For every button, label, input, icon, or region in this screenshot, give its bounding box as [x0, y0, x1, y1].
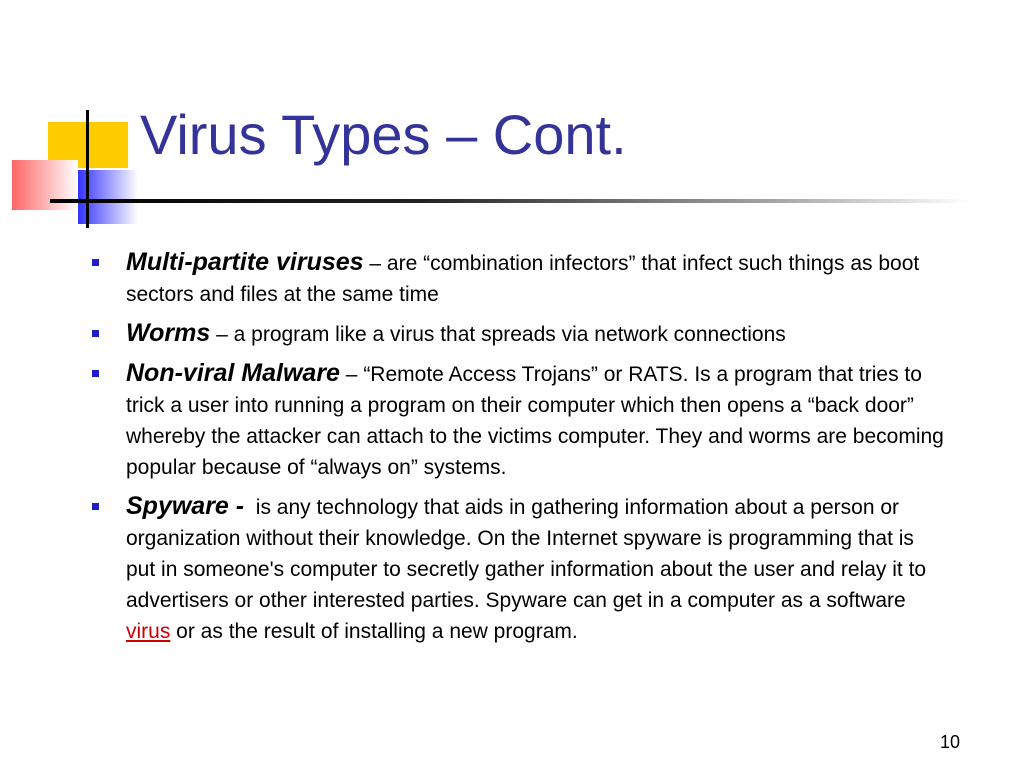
- page-number: 10: [939, 732, 960, 752]
- bullet-separator: –: [339, 363, 364, 386]
- bullet-text: “Remote Access Trojans” or RATS. Is a program that tries to trick a user into running a program on their computer which then opens a “back door” whereby the attacker can attach to the victims computer. They and worms are becoming popular because of “always on” systems.: [126, 363, 944, 479]
- slide-title: Virus Types – Cont.: [140, 103, 627, 166]
- bullet-term: Spyware -: [126, 492, 245, 520]
- square-bullet-icon: [92, 330, 99, 337]
- bullet-separator: –: [210, 323, 234, 346]
- square-bullet-icon: [92, 370, 99, 377]
- bullet-separator: –: [363, 252, 387, 275]
- square-bullet-icon: [92, 259, 99, 266]
- bullet-item: [88, 491, 948, 647]
- bullet-text: are “combination infectors” that infect such things as boot sectors and files at the same time: [126, 252, 920, 306]
- bullet-term: Multi-partite viruses: [126, 248, 364, 276]
- bullet-term: Non-viral Malware: [126, 359, 340, 387]
- title-underline: [50, 199, 970, 203]
- bullet-item: [88, 318, 948, 350]
- vertical-line: [86, 110, 89, 228]
- bullet-item: [88, 358, 948, 483]
- bullet-text-after: or as the result of installing a new program.: [170, 620, 578, 643]
- bullet-item: [88, 247, 948, 310]
- bullet-term: Worms: [126, 319, 211, 347]
- bullet-separator: [244, 496, 256, 519]
- square-bullet-icon: [92, 503, 99, 510]
- bullet-text: a program like a virus that spreads via network connections: [233, 323, 786, 346]
- bullet-text: is any technology that aids in gathering information about a person or organization without their knowledge. On the Internet spyware is programming that is put in someone's computer to secretly gather information about the user and relay it to advertisers or other interested parties. Spyware can get in a computer as a software: [126, 496, 927, 612]
- bullet-list: [88, 247, 948, 655]
- virus-link[interactable]: virus: [126, 620, 171, 643]
